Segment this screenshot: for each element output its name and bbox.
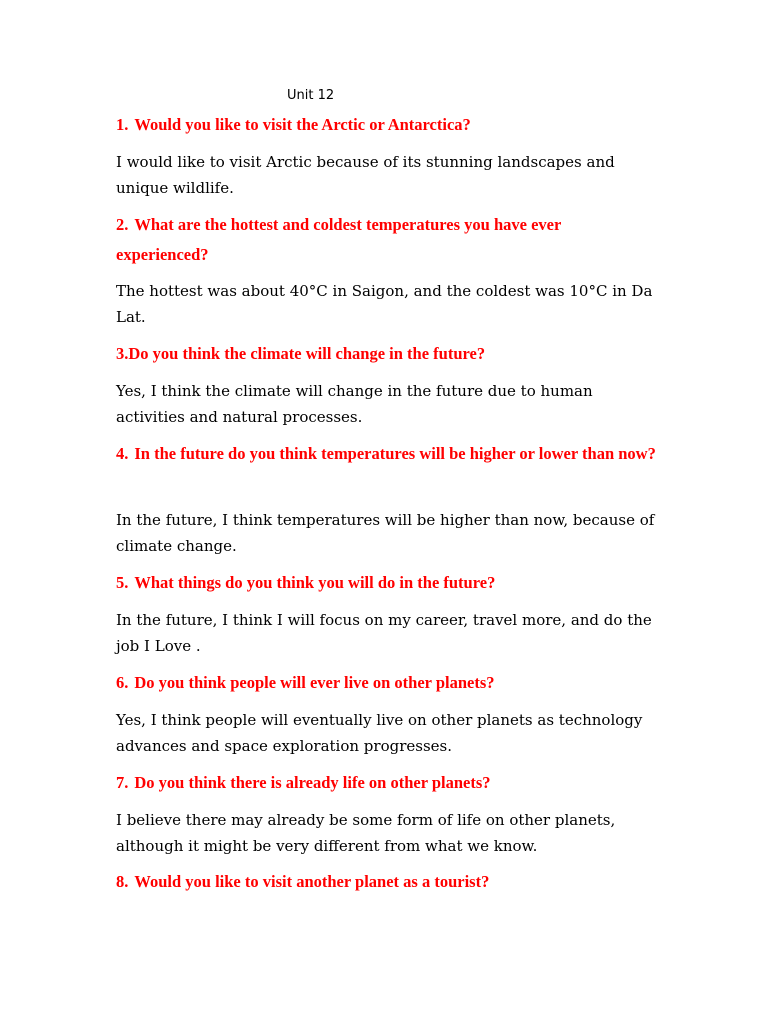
page-title: Unit 12 bbox=[287, 88, 335, 103]
question-text: Do you think there is already life on other planets? bbox=[134, 773, 491, 792]
answer-6: Yes, I think people will eventually live on other planets as technology advances and space exploration progresses. bbox=[116, 711, 643, 755]
question-text: Do you think the climate will change in the future? bbox=[128, 344, 486, 363]
question-number: 5. bbox=[116, 573, 129, 592]
answer-1: I would like to visit Arctic because of its stunning landscapes and unique wildlife. bbox=[116, 153, 615, 197]
question-number: 3. bbox=[116, 344, 129, 363]
question-2 bbox=[116, 210, 656, 270]
question-text: In the future do you think temperatures will be higher or lower than now? bbox=[134, 444, 656, 463]
question-5 bbox=[116, 568, 656, 598]
question-8 bbox=[116, 867, 656, 897]
answer-3: Yes, I think the climate will change in the future due to human activities and natural processes. bbox=[116, 382, 593, 426]
question-3 bbox=[116, 339, 656, 369]
question-text: Would you like to visit another planet as a tourist? bbox=[134, 872, 490, 891]
answer-4: In the future, I think temperatures will be higher than now, because of climate change. bbox=[116, 511, 655, 555]
question-text: Would you like to visit the Arctic or Antarctica? bbox=[134, 115, 471, 134]
question-number: 7. bbox=[116, 773, 129, 792]
question-1 bbox=[116, 110, 656, 140]
question-6 bbox=[116, 668, 656, 698]
answer-2: The hottest was about 40°C in Saigon, and the coldest was 10°C in Da Lat. bbox=[116, 282, 653, 326]
question-number: 2. bbox=[116, 215, 129, 234]
question-number: 4. bbox=[116, 444, 129, 463]
answer-5: In the future, I think I will focus on my career, travel more, and do the job I Love . bbox=[116, 611, 652, 655]
question-text: What things do you think you will do in the future? bbox=[134, 573, 496, 592]
question-number: 6. bbox=[116, 673, 129, 692]
question-4 bbox=[116, 439, 656, 469]
answer-7: I believe there may already be some form of life on other planets, although it might be very different from what we know. bbox=[116, 811, 616, 855]
question-number: 8. bbox=[116, 872, 129, 891]
question-text: What are the hottest and coldest temperatures you have ever experienced? bbox=[116, 215, 562, 264]
question-text: Do you think people will ever live on other planets? bbox=[134, 673, 495, 692]
question-number: 1. bbox=[116, 115, 129, 134]
question-7 bbox=[116, 768, 656, 798]
